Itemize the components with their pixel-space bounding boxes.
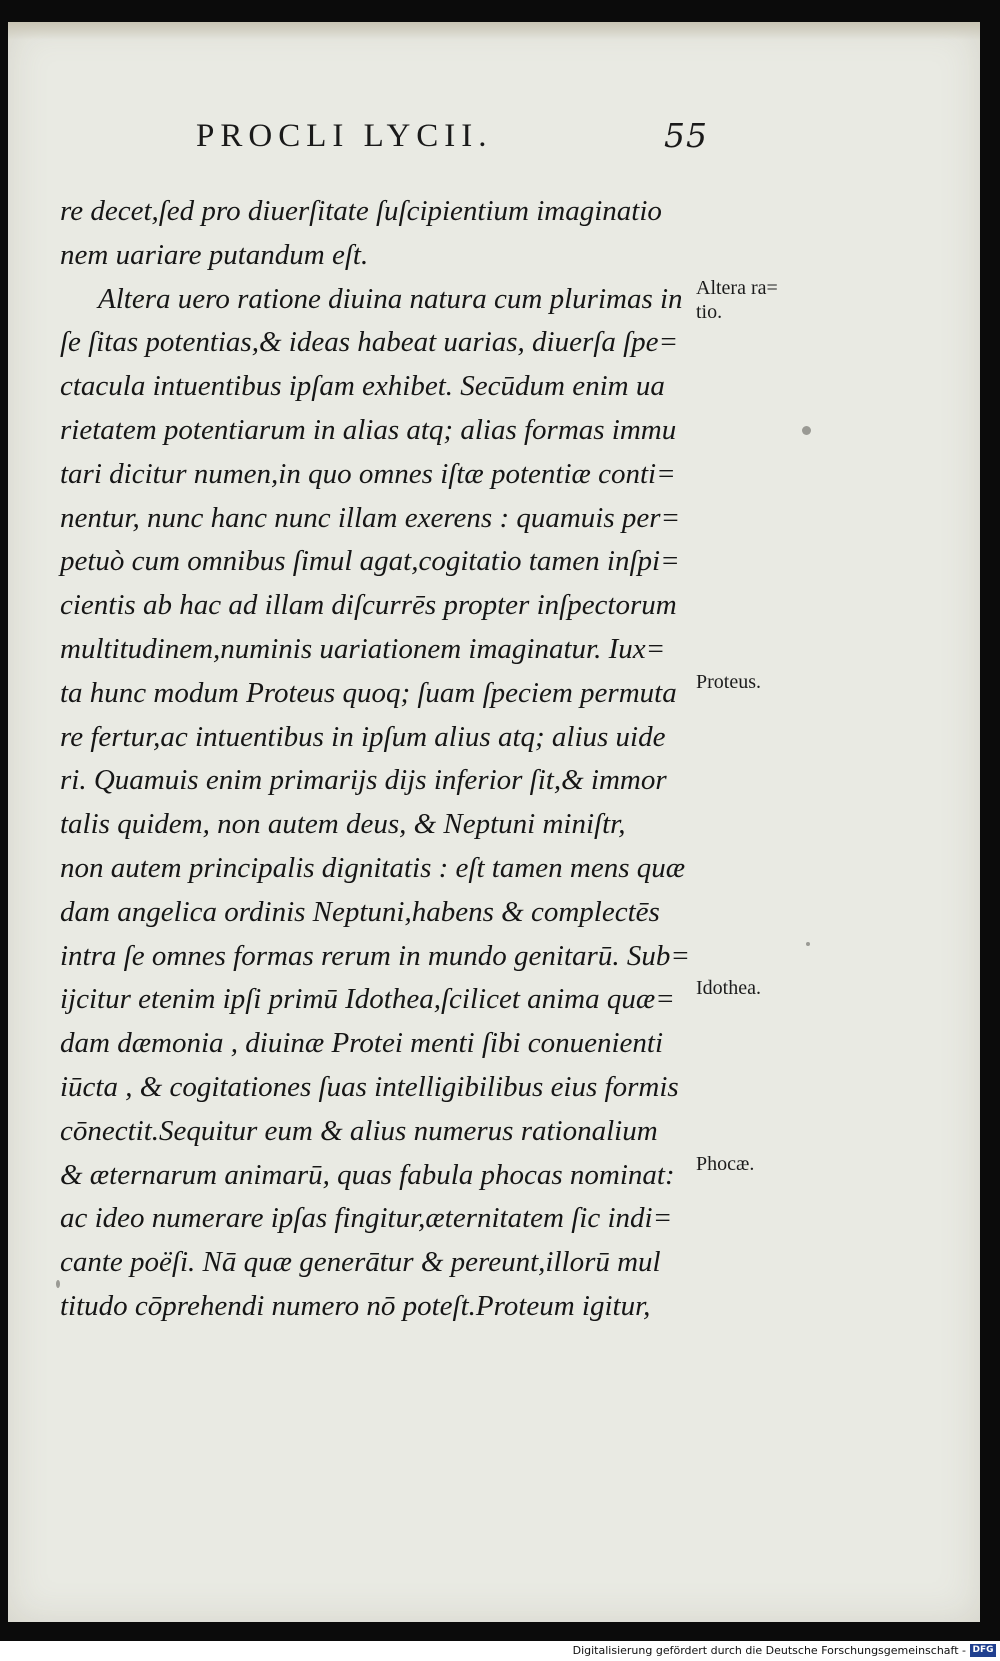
text-line: ac ideo numerare ipſas fingitur,æternitatem ſic indi= [60,1202,673,1235]
margin-note-line: Idothea. [696,977,761,1000]
page-header [186,118,726,168]
text-line: ijcitur etenim ipſi primū Idothea,ſcilicet anima quæ= [60,983,675,1016]
footer-bar [0,1641,1000,1661]
text-line: non autem principalis dignitatis : eſt tamen mens quæ [60,851,686,884]
text-line: iūcta , & cogitationes ſuas intelligibilibus eius formis [60,1070,679,1103]
text-line: ri. Quamuis enim primarijs dijs inferior ſit,& immor [60,764,667,797]
text-line: ctacula intuentibus ipſam exhibet. Secūdum enim ua [60,370,665,403]
book-page [8,22,980,1622]
ink-speck [56,1280,60,1288]
text-line: dam dæmonia , diuinæ Protei menti ſibi conuenienti [60,1027,664,1060]
text-line: re decet,ſed pro diuerſitate ſuſcipientium imaginatio [60,195,662,227]
text-line: cante poëſi. Nā quæ generātur & pereunt,illorū mul [60,1246,661,1279]
text-line: multitudinem,numinis uariationem imaginatur. Iux= [60,632,666,665]
text-line: petuò cum omnibus ſimul agat,cogitatio tamen inſpi= [60,545,680,578]
text-line: talis quidem, non autem deus, & Neptuni miniſtr, [60,808,626,841]
text-line: ta hunc modum Proteus quoq; ſuam ſpeciem permuta [60,676,677,709]
ink-speck [802,426,811,435]
text-line: & æternarum animarū, quas fabula phocas nominat: [60,1158,675,1191]
running-head: PROCLI LYCII. [196,118,493,154]
body-text [60,190,740,1329]
dfg-logo: DFG [970,1644,996,1657]
text-line: titudo cōprehendi numero nō poteſt.Proteum igitur, [60,1289,651,1322]
text-line: cōnectit.Sequitur eum & alius numerus rationalium [60,1114,658,1147]
margin-note [696,1152,754,1176]
text-line: nem uariare putandum eſt. [60,238,369,271]
text-line: rietatem potentiarum in alias atq; alias formas immu [60,413,677,446]
text-line: nentur, nunc hanc nunc illam exerens : quamuis per= [60,501,681,534]
page-number: 55 [664,116,708,155]
margin-note [696,976,761,1000]
text-line: intra ſe omnes formas rerum in mundo genitarū. Sub= [60,939,690,972]
text-line: re fertur,ac intuentibus in ipſum alius atq; alius uide [60,720,666,753]
margin-note-line: Phocæ. [696,1152,755,1175]
text-line: cientis ab hac ad illam diſcurrēs propter inſpectorum [60,589,677,622]
margin-note-line: Altera ra= [696,276,778,299]
margin-note-line: tio. [696,300,723,323]
text-line: tari dicitur numen,in quo omnes iſtæ potentiæ conti= [60,457,676,490]
margin-note-line: Proteus. [696,670,761,693]
ink-speck [806,942,810,946]
margin-note [696,276,778,324]
text-line: Altera uero ratione diuina natura cum plurimas in [98,282,683,315]
page-top-edge [8,22,980,40]
text-line: dam angelica ordinis Neptuni,habens & complectēs [60,895,660,928]
margin-note [696,670,761,694]
funding-credit: Digitalisierung gefördert durch die Deutsche Forschungsgemeinschaft - [572,1644,966,1657]
text-line: ſe ſitas potentias,& ideas habeat uarias, diuerſa ſpe= [60,326,679,359]
